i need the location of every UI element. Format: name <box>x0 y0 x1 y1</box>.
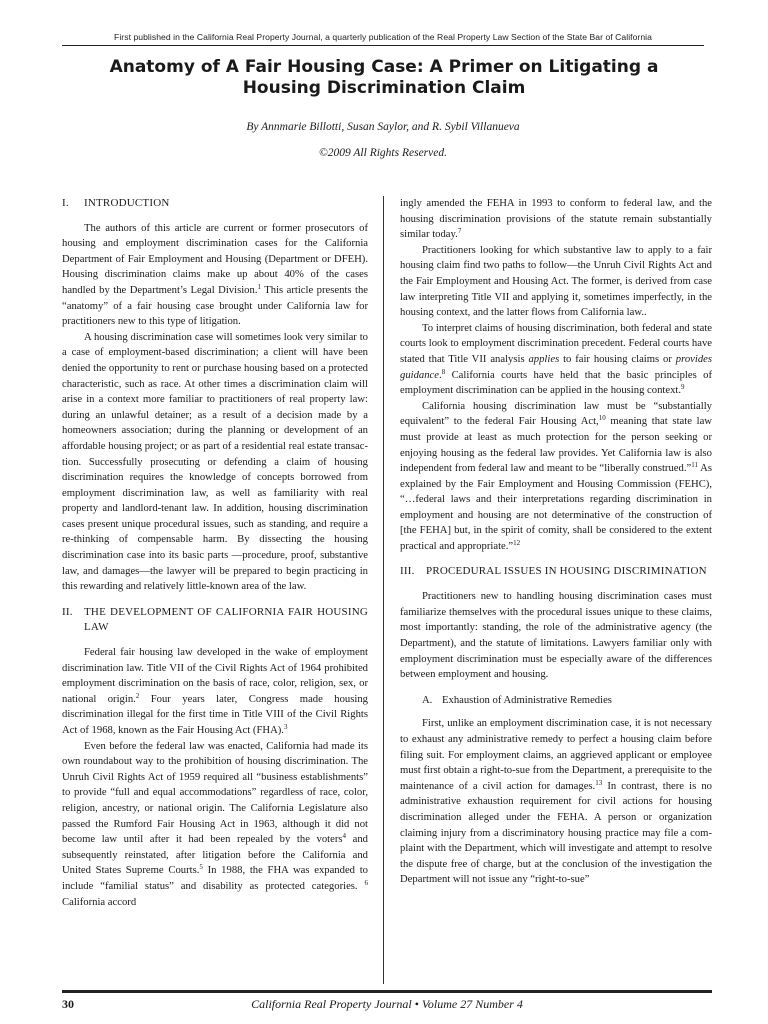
section-heading-introduction <box>62 196 368 212</box>
left-column <box>62 196 368 910</box>
section-heading-procedural <box>400 564 712 580</box>
footnote-ref[interactable]: 7 <box>457 227 462 236</box>
article-title: Anatomy of A Fair Housing Case: A Primer on Litigating a Housing Discrimination Claim <box>109 57 659 98</box>
publication-note: First published in the California Real Property Journal, a quarterly publication of the Real Property Law Section of the State Bar of California <box>114 32 652 42</box>
subsection-title: Exhaustion of Administrative Remedies <box>442 694 612 706</box>
subsection-number: A. <box>422 694 433 706</box>
footnote-ref[interactable]: 9 <box>681 383 685 392</box>
section-title: PROCEDURAL ISSUES IN HOUSING DISCRIMINATION <box>426 564 707 577</box>
footnote-ref[interactable]: 2 <box>135 691 140 700</box>
paragraph: Practitioners new to handling housing discrimination cases must familiarize themselves with the procedural issues unique to these claims, most importantly: standing, the role of the administrative agency (the Department), and the statute of limitations. Lawyers familiar only with employment discrimination must be especially aware of the differences between employment and housing. <box>400 591 712 681</box>
footer-rule <box>62 990 712 993</box>
section-title: INTRODUCTION <box>84 197 170 209</box>
subsection-heading-exhaustion <box>422 693 712 709</box>
page-number: 30 <box>62 997 74 1011</box>
header-rule <box>62 45 704 46</box>
footnote-ref[interactable]: 6 <box>364 878 368 887</box>
paragraph: Even before the federal law was enacted, California had made its own roundabout way to the prohibition of housing discrimination. The Unruh Civil Rights Act of 1959 required all “business establishments” to provide “full and equal accommodations” regardless of race, color, religion, ancestry, or national origin. The California Legislature also passed the Rumford Fair Housing Act in 1963, although it did not become law until after it had been repealed by the voters$^4$ and subsequently reinstated, after litigation before the California and United States Supreme Courts.$^5$ In 1988, the FHA was expanded to include “familial status” and disability as protected categories. $^6$ California accord <box>62 740 368 908</box>
paragraph: Practitioners looking for which substantive law to apply to a fair housing claim find two paths to follow—the Unruh Civil Rights Act and the Fair Employment and Housing Act. The former, is derived from case law interpreting Title VII and applying it, sometimes imperfectly, in the housing context, and the latter flows from California law.. <box>400 244 712 319</box>
article-authors: By Annmarie Billotti, Susan Saylor, and R. Sybil Villanueva <box>246 121 520 133</box>
paragraph: ingly amended the FEHA in 1993 to conform to federal law, and the housing discrimination provisions of the statute remain substantially similar today.$^7$ <box>400 198 712 241</box>
paragraph: A housing discrimination case will sometimes look very similar to a case of employment-based discrimination; a client will have been denied the opportunity to rent or purchase housing based on a protected characteristic, such as race. At other times a discrimination claim will arise in a context more familiar to practitioners of real property law: during an unlawful detainer; as a result of a decision made by a homeowners association; during the planning or development of an affordable housing project; or as part of a residential real estate transaction. Successfully prosecuting or defending a claim of housing discrimination requires the knowledge of concepts borrowed from employment discrimination law, as well as familiarity with real property and landlord-tenant law. In addition, housing discrimination cases present unique procedural issues, such as standing, and require a re-thinking of compensable harm. By dissecting the housing discrimination case into its basic parts —procedure, proof, substantive law, and damages—the lawyer will be prepared to begin practicing in this rewarding and relatively little-known area of the law. <box>62 331 368 593</box>
paragraph: Federal fair housing law developed in the wake of employment discrimination law. Title VII of the Civil Rights Act of 1964 prohibited employment discrimination on the basis of race, color, religion, sex, or national origin.$^2$ Four years later, Congress made housing discrimination illegal for the first time in Title VIII of the Civil Rights Act of 1968, known as the Fair Housing Act (FHA).$^3$ <box>62 647 368 736</box>
paragraph: To interpret claims of housing discrimination, both federal and state courts look to employment discrimination precedent. Federal courts have stated that Title VII analysis applies to fair housing claims or provides guidance.$^8$ California courts have held that the basic principles of employment discrimination can be applied in the housing context.$^9$ <box>400 322 713 397</box>
footnote-ref[interactable]: 10 <box>598 414 606 423</box>
footnote-ref[interactable]: 13 <box>595 778 603 787</box>
footnote-ref[interactable]: 8 <box>441 367 446 376</box>
paragraph: The authors of this article are current or former prosecutors of housing and employment discrimination cases for the California Department of Fair Employment and Housing (Department or DFEH). Housing discrimination claims make up about 40% of the cases handled by the Department’s Legal Division.$^1$ This article presents the “anatomy” of a fair housing case brought under California law for practitioners new to this type of litigation. <box>62 222 368 328</box>
column-divider <box>383 196 384 984</box>
paragraph: First, unlike an employment discrimination case, it is not necessary to exhaust any administrative remedy to perfect a housing claim before filing suit. For employment claims, an aggrieved applicant or employee must first obtain a right-to-sue from the Department, a prerequisite to the maintenance of a civil action for damages.$^{13}$ In contrast, there is no administrative exhaustion requirement for civil actions for housing discrimination alleged under the FEHA. A person or organization claiming injury from a discriminatory housing practice may file a complaint with the Department, which will investigate and attempt to resolve the dispute free of charge, but at the conclusion of the investigation the Department will not issue any “right-to-sue” <box>400 718 712 886</box>
footnote-ref[interactable]: 11 <box>691 461 698 470</box>
footnote-ref[interactable]: 4 <box>342 832 347 841</box>
footnote-ref[interactable]: 3 <box>283 723 288 731</box>
section-number: II. <box>62 605 73 618</box>
article-copyright: ©2009 All Rights Reserved. <box>319 147 447 159</box>
section-heading-development <box>62 605 368 636</box>
section-number: III. <box>400 564 415 577</box>
section-number: I. <box>62 197 69 209</box>
paragraph: California housing discrimination law must be “substantially equivalent” to the federal Fair Housing Act,$^{10}$ meaning that state law must provide at least as much protection for the person seeking or enjoying housing as the federal law provides. Yet California law is also independent from federal law and meant to be “liberally construed.”$^{11}$ As explained by the Fair Employment and Housing Commission (FEHC), “…federal laws and their interpretations regarding discrimination in employment and housing are not determinative of the construction of [the FEHA] but, in the spirit of comity, shall be considered to the extent practical and appropriate.”$^{12}$ <box>400 400 712 553</box>
section-title: THE DEVELOPMENT OF CALIFORNIA FAIR HOUSING LAW <box>84 605 368 634</box>
journal-footer: California Real Property Journal • Volume 27 Number 4 <box>251 997 523 1011</box>
right-column <box>400 196 712 888</box>
footnote-ref[interactable]: 1 <box>257 282 261 291</box>
footnote-ref[interactable]: 5 <box>199 863 203 872</box>
footnote-ref[interactable]: 12 <box>513 539 521 548</box>
